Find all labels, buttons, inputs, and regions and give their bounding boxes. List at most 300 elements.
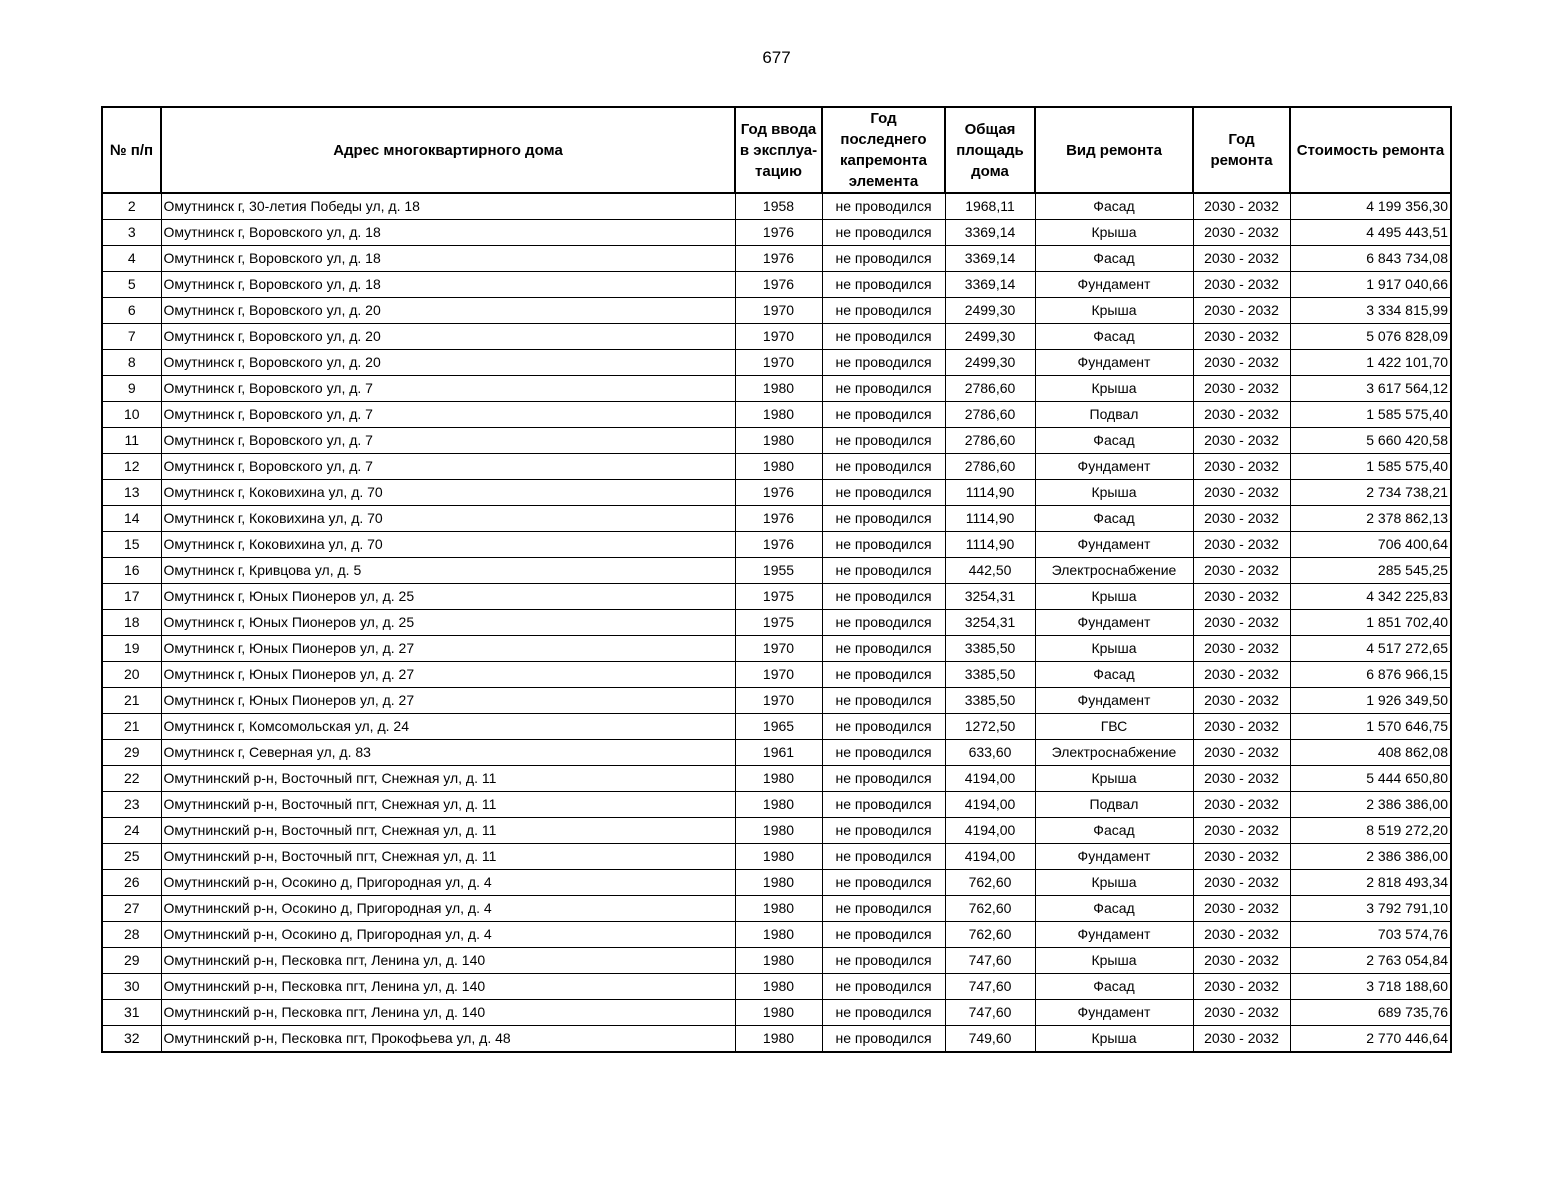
cell-year-built: 1976	[735, 532, 822, 558]
page-number: 677	[762, 48, 791, 67]
table-row	[102, 324, 1451, 350]
cell-repair-year: 2030 - 2032	[1193, 324, 1290, 350]
cell-year-built: 1980	[735, 870, 822, 896]
cell-repair-year: 2030 - 2032	[1193, 948, 1290, 974]
cell-year-built: 1980	[735, 818, 822, 844]
cell-repair-type: Крыша	[1035, 1026, 1193, 1053]
cell-last-repair: не проводился	[822, 532, 945, 558]
table-row	[102, 974, 1451, 1000]
cell-cost: 1 585 575,40	[1290, 402, 1451, 428]
cell-cost: 2 763 054,84	[1290, 948, 1451, 974]
cell-cost: 5 660 420,58	[1290, 428, 1451, 454]
cell-repair-year: 2030 - 2032	[1193, 922, 1290, 948]
cell-address: Омутнинск г, Юных Пионеров ул, д. 25	[161, 610, 735, 636]
table-row	[102, 480, 1451, 506]
cell-repair-year: 2030 - 2032	[1193, 376, 1290, 402]
cell-area: 1114,90	[945, 506, 1035, 532]
cell-repair-year: 2030 - 2032	[1193, 818, 1290, 844]
cell-last-repair: не проводился	[822, 1000, 945, 1026]
table-row	[102, 766, 1451, 792]
table-row	[102, 870, 1451, 896]
cell-year-built: 1965	[735, 714, 822, 740]
cell-num: 17	[102, 584, 161, 610]
cell-year-built: 1961	[735, 740, 822, 766]
cell-address: Омутнинский р-н, Осокино д, Пригородная ул, д. 4	[161, 922, 735, 948]
cell-year-built: 1976	[735, 246, 822, 272]
table-row	[102, 402, 1451, 428]
cell-num: 18	[102, 610, 161, 636]
cell-repair-type: Фасад	[1035, 193, 1193, 220]
cell-area: 3369,14	[945, 246, 1035, 272]
cell-last-repair: не проводился	[822, 324, 945, 350]
cell-num: 21	[102, 714, 161, 740]
cell-year-built: 1975	[735, 584, 822, 610]
cell-repair-year: 2030 - 2032	[1193, 1026, 1290, 1053]
table-row	[102, 922, 1451, 948]
cell-address: Омутнинск г, Воровского ул, д. 7	[161, 454, 735, 480]
cell-cost: 4 199 356,30	[1290, 193, 1451, 220]
table-row	[102, 636, 1451, 662]
table-row	[102, 1000, 1451, 1026]
cell-last-repair: не проводился	[822, 220, 945, 246]
cell-year-built: 1976	[735, 506, 822, 532]
cell-cost: 689 735,76	[1290, 1000, 1451, 1026]
cell-year-built: 1976	[735, 272, 822, 298]
table-row	[102, 688, 1451, 714]
cell-cost: 4 517 272,65	[1290, 636, 1451, 662]
cell-last-repair: не проводился	[822, 714, 945, 740]
cell-repair-year: 2030 - 2032	[1193, 662, 1290, 688]
cell-repair-type: Крыша	[1035, 298, 1193, 324]
cell-address: Омутнинск г, Воровского ул, д. 18	[161, 246, 735, 272]
cell-repair-year: 2030 - 2032	[1193, 454, 1290, 480]
cell-year-built: 1976	[735, 220, 822, 246]
cell-cost: 2 386 386,00	[1290, 792, 1451, 818]
cell-num: 22	[102, 766, 161, 792]
cell-year-built: 1980	[735, 974, 822, 1000]
cell-last-repair: не проводился	[822, 350, 945, 376]
repair-table	[101, 106, 1452, 1053]
cell-repair-year: 2030 - 2032	[1193, 714, 1290, 740]
cell-num: 29	[102, 948, 161, 974]
cell-repair-type: Крыша	[1035, 636, 1193, 662]
table-row	[102, 193, 1451, 220]
cell-repair-type: ГВС	[1035, 714, 1193, 740]
cell-num: 3	[102, 220, 161, 246]
table-row	[102, 584, 1451, 610]
cell-address: Омутнинск г, Юных Пионеров ул, д. 27	[161, 662, 735, 688]
cell-repair-year: 2030 - 2032	[1193, 636, 1290, 662]
table-row	[102, 714, 1451, 740]
cell-cost: 5 444 650,80	[1290, 766, 1451, 792]
cell-year-built: 1970	[735, 298, 822, 324]
cell-last-repair: не проводился	[822, 480, 945, 506]
table-row	[102, 896, 1451, 922]
cell-area: 747,60	[945, 974, 1035, 1000]
cell-repair-year: 2030 - 2032	[1193, 532, 1290, 558]
cell-year-built: 1980	[735, 402, 822, 428]
cell-area: 4194,00	[945, 766, 1035, 792]
cell-address: Омутнинский р-н, Песковка пгт, Ленина ул, д. 140	[161, 974, 735, 1000]
cell-num: 24	[102, 818, 161, 844]
cell-area: 2786,60	[945, 454, 1035, 480]
cell-year-built: 1975	[735, 610, 822, 636]
cell-area: 3385,50	[945, 688, 1035, 714]
cell-num: 21	[102, 688, 161, 714]
cell-repair-year: 2030 - 2032	[1193, 402, 1290, 428]
cell-repair-type: Фасад	[1035, 896, 1193, 922]
table-row	[102, 532, 1451, 558]
cell-last-repair: не проводился	[822, 246, 945, 272]
cell-cost: 2 734 738,21	[1290, 480, 1451, 506]
cell-repair-type: Фасад	[1035, 818, 1193, 844]
table-row	[102, 376, 1451, 402]
cell-num: 11	[102, 428, 161, 454]
cell-repair-type: Фундамент	[1035, 844, 1193, 870]
cell-repair-year: 2030 - 2032	[1193, 740, 1290, 766]
cell-area: 3369,14	[945, 220, 1035, 246]
cell-repair-type: Электроснабжение	[1035, 740, 1193, 766]
cell-num: 4	[102, 246, 161, 272]
cell-num: 28	[102, 922, 161, 948]
cell-address: Омутнинск г, Воровского ул, д. 20	[161, 324, 735, 350]
cell-repair-year: 2030 - 2032	[1193, 272, 1290, 298]
cell-num: 32	[102, 1026, 161, 1053]
cell-last-repair: не проводился	[822, 818, 945, 844]
cell-address: Омутнинск г, Юных Пионеров ул, д. 25	[161, 584, 735, 610]
cell-repair-year: 2030 - 2032	[1193, 480, 1290, 506]
cell-repair-type: Фасад	[1035, 324, 1193, 350]
cell-cost: 285 545,25	[1290, 558, 1451, 584]
table-row	[102, 454, 1451, 480]
header-repair-type: Вид ремонта	[1035, 107, 1193, 193]
cell-cost: 1 422 101,70	[1290, 350, 1451, 376]
cell-year-built: 1980	[735, 922, 822, 948]
cell-last-repair: не проводился	[822, 662, 945, 688]
cell-repair-year: 2030 - 2032	[1193, 298, 1290, 324]
cell-cost: 703 574,76	[1290, 922, 1451, 948]
cell-year-built: 1970	[735, 636, 822, 662]
cell-last-repair: не проводился	[822, 792, 945, 818]
cell-area: 762,60	[945, 922, 1035, 948]
cell-address: Омутнинский р-н, Восточный пгт, Снежная ул, д. 11	[161, 792, 735, 818]
table-row	[102, 818, 1451, 844]
cell-last-repair: не проводился	[822, 428, 945, 454]
cell-cost: 1 917 040,66	[1290, 272, 1451, 298]
cell-year-built: 1970	[735, 324, 822, 350]
cell-address: Омутнинск г, Воровского ул, д. 18	[161, 272, 735, 298]
cell-last-repair: не проводился	[822, 558, 945, 584]
cell-repair-year: 2030 - 2032	[1193, 792, 1290, 818]
cell-num: 6	[102, 298, 161, 324]
cell-repair-year: 2030 - 2032	[1193, 844, 1290, 870]
cell-repair-type: Фундамент	[1035, 1000, 1193, 1026]
cell-address: Омутнинский р-н, Восточный пгт, Снежная ул, д. 11	[161, 766, 735, 792]
cell-repair-type: Крыша	[1035, 870, 1193, 896]
cell-last-repair: не проводился	[822, 636, 945, 662]
cell-num: 13	[102, 480, 161, 506]
cell-repair-type: Подвал	[1035, 402, 1193, 428]
cell-last-repair: не проводился	[822, 974, 945, 1000]
cell-repair-year: 2030 - 2032	[1193, 558, 1290, 584]
cell-year-built: 1980	[735, 844, 822, 870]
cell-cost: 2 818 493,34	[1290, 870, 1451, 896]
cell-address: Омутнинск г, 30-летия Победы ул, д. 18	[161, 193, 735, 220]
header-num: № п/п	[102, 107, 161, 193]
cell-area: 762,60	[945, 896, 1035, 922]
cell-repair-type: Крыша	[1035, 376, 1193, 402]
cell-area: 2499,30	[945, 324, 1035, 350]
cell-area: 4194,00	[945, 792, 1035, 818]
cell-num: 10	[102, 402, 161, 428]
cell-num: 26	[102, 870, 161, 896]
cell-repair-type: Подвал	[1035, 792, 1193, 818]
table-row	[102, 948, 1451, 974]
cell-num: 12	[102, 454, 161, 480]
cell-year-built: 1958	[735, 193, 822, 220]
cell-repair-type: Фундамент	[1035, 532, 1193, 558]
cell-address: Омутнинск г, Воровского ул, д. 18	[161, 220, 735, 246]
cell-address: Омутнинск г, Юных Пионеров ул, д. 27	[161, 688, 735, 714]
cell-cost: 2 770 446,64	[1290, 1026, 1451, 1053]
cell-cost: 408 862,08	[1290, 740, 1451, 766]
cell-num: 29	[102, 740, 161, 766]
cell-area: 1114,90	[945, 532, 1035, 558]
cell-repair-year: 2030 - 2032	[1193, 974, 1290, 1000]
table-row	[102, 1026, 1451, 1053]
cell-cost: 3 718 188,60	[1290, 974, 1451, 1000]
cell-repair-type: Фасад	[1035, 974, 1193, 1000]
cell-address: Омутнинский р-н, Осокино д, Пригородная ул, д. 4	[161, 896, 735, 922]
table-row	[102, 792, 1451, 818]
table-row	[102, 558, 1451, 584]
cell-last-repair: не проводился	[822, 402, 945, 428]
cell-last-repair: не проводился	[822, 193, 945, 220]
table-row	[102, 220, 1451, 246]
cell-num: 15	[102, 532, 161, 558]
cell-last-repair: не проводился	[822, 922, 945, 948]
cell-cost: 8 519 272,20	[1290, 818, 1451, 844]
cell-num: 27	[102, 896, 161, 922]
cell-last-repair: не проводился	[822, 870, 945, 896]
cell-area: 4194,00	[945, 844, 1035, 870]
cell-year-built: 1970	[735, 688, 822, 714]
cell-year-built: 1980	[735, 948, 822, 974]
cell-repair-year: 2030 - 2032	[1193, 766, 1290, 792]
cell-address: Омутнинск г, Кривцова ул, д. 5	[161, 558, 735, 584]
cell-area: 1968,11	[945, 193, 1035, 220]
cell-last-repair: не проводился	[822, 1026, 945, 1053]
table-row	[102, 740, 1451, 766]
cell-repair-year: 2030 - 2032	[1193, 220, 1290, 246]
cell-last-repair: не проводился	[822, 454, 945, 480]
cell-area: 749,60	[945, 1026, 1035, 1053]
cell-num: 5	[102, 272, 161, 298]
cell-area: 762,60	[945, 870, 1035, 896]
cell-last-repair: не проводился	[822, 272, 945, 298]
table-row	[102, 272, 1451, 298]
cell-last-repair: не проводился	[822, 610, 945, 636]
cell-year-built: 1980	[735, 1000, 822, 1026]
cell-year-built: 1970	[735, 350, 822, 376]
table-row	[102, 428, 1451, 454]
cell-address: Омутнинск г, Юных Пионеров ул, д. 27	[161, 636, 735, 662]
cell-area: 4194,00	[945, 818, 1035, 844]
header-cost: Стоимость ремонта	[1290, 107, 1451, 193]
cell-last-repair: не проводился	[822, 740, 945, 766]
cell-repair-type: Фасад	[1035, 428, 1193, 454]
header-year-built: Год ввода в эксплуа-тацию	[735, 107, 822, 193]
cell-area: 2786,60	[945, 428, 1035, 454]
cell-address: Омутнинск г, Коковихина ул, д. 70	[161, 480, 735, 506]
cell-num: 2	[102, 193, 161, 220]
header-row	[102, 107, 1451, 193]
cell-last-repair: не проводился	[822, 506, 945, 532]
table-row	[102, 506, 1451, 532]
cell-repair-type: Электроснабжение	[1035, 558, 1193, 584]
cell-address: Омутнинск г, Комсомольская ул, д. 24	[161, 714, 735, 740]
cell-last-repair: не проводился	[822, 948, 945, 974]
cell-area: 3385,50	[945, 636, 1035, 662]
cell-num: 25	[102, 844, 161, 870]
cell-year-built: 1980	[735, 376, 822, 402]
cell-repair-type: Крыша	[1035, 766, 1193, 792]
cell-cost: 3 334 815,99	[1290, 298, 1451, 324]
cell-num: 8	[102, 350, 161, 376]
cell-address: Омутнинск г, Воровского ул, д. 20	[161, 350, 735, 376]
cell-cost: 1 570 646,75	[1290, 714, 1451, 740]
header-repair-year: Год ремонта	[1193, 107, 1290, 193]
cell-num: 23	[102, 792, 161, 818]
cell-last-repair: не проводился	[822, 688, 945, 714]
cell-cost: 5 076 828,09	[1290, 324, 1451, 350]
cell-repair-type: Фундамент	[1035, 610, 1193, 636]
cell-repair-type: Фасад	[1035, 662, 1193, 688]
cell-address: Омутнинск г, Северная ул, д. 83	[161, 740, 735, 766]
cell-num: 7	[102, 324, 161, 350]
cell-year-built: 1980	[735, 454, 822, 480]
cell-cost: 2 386 386,00	[1290, 844, 1451, 870]
cell-repair-year: 2030 - 2032	[1193, 896, 1290, 922]
cell-year-built: 1976	[735, 480, 822, 506]
table-row	[102, 350, 1451, 376]
cell-repair-year: 2030 - 2032	[1193, 610, 1290, 636]
cell-year-built: 1970	[735, 662, 822, 688]
cell-repair-year: 2030 - 2032	[1193, 506, 1290, 532]
cell-cost: 3 617 564,12	[1290, 376, 1451, 402]
cell-cost: 6 876 966,15	[1290, 662, 1451, 688]
cell-num: 9	[102, 376, 161, 402]
cell-address: Омутнинский р-н, Песковка пгт, Прокофьева ул, д. 48	[161, 1026, 735, 1053]
cell-repair-type: Крыша	[1035, 584, 1193, 610]
cell-address: Омутнинский р-н, Восточный пгт, Снежная ул, д. 11	[161, 844, 735, 870]
cell-area: 1272,50	[945, 714, 1035, 740]
cell-repair-type: Фасад	[1035, 506, 1193, 532]
cell-num: 30	[102, 974, 161, 1000]
cell-last-repair: не проводился	[822, 844, 945, 870]
cell-address: Омутнинский р-н, Песковка пгт, Ленина ул, д. 140	[161, 1000, 735, 1026]
header-address: Адрес многоквартирного дома	[161, 107, 735, 193]
cell-area: 3369,14	[945, 272, 1035, 298]
table-row	[102, 246, 1451, 272]
cell-area: 1114,90	[945, 480, 1035, 506]
cell-year-built: 1980	[735, 896, 822, 922]
cell-address: Омутнинск г, Воровского ул, д. 7	[161, 376, 735, 402]
cell-num: 16	[102, 558, 161, 584]
cell-address: Омутнинский р-н, Песковка пгт, Ленина ул, д. 140	[161, 948, 735, 974]
cell-num: 14	[102, 506, 161, 532]
cell-area: 747,60	[945, 948, 1035, 974]
cell-last-repair: не проводился	[822, 376, 945, 402]
cell-repair-type: Фундамент	[1035, 272, 1193, 298]
cell-num: 31	[102, 1000, 161, 1026]
cell-repair-type: Крыша	[1035, 948, 1193, 974]
cell-area: 633,60	[945, 740, 1035, 766]
cell-address: Омутнинск г, Воровского ул, д. 20	[161, 298, 735, 324]
cell-area: 747,60	[945, 1000, 1035, 1026]
cell-cost: 6 843 734,08	[1290, 246, 1451, 272]
cell-area: 2499,30	[945, 298, 1035, 324]
cell-repair-type: Фасад	[1035, 246, 1193, 272]
cell-num: 20	[102, 662, 161, 688]
cell-repair-year: 2030 - 2032	[1193, 688, 1290, 714]
cell-cost: 706 400,64	[1290, 532, 1451, 558]
cell-address: Омутнинский р-н, Восточный пгт, Снежная ул, д. 11	[161, 818, 735, 844]
cell-area: 442,50	[945, 558, 1035, 584]
cell-repair-type: Фундамент	[1035, 454, 1193, 480]
cell-repair-year: 2030 - 2032	[1193, 246, 1290, 272]
cell-repair-type: Крыша	[1035, 220, 1193, 246]
cell-repair-type: Крыша	[1035, 480, 1193, 506]
cell-address: Омутнинск г, Коковихина ул, д. 70	[161, 532, 735, 558]
cell-area: 2786,60	[945, 376, 1035, 402]
cell-address: Омутнинский р-н, Осокино д, Пригородная ул, д. 4	[161, 870, 735, 896]
table-row	[102, 610, 1451, 636]
cell-year-built: 1980	[735, 428, 822, 454]
cell-repair-year: 2030 - 2032	[1193, 193, 1290, 220]
cell-area: 3385,50	[945, 662, 1035, 688]
cell-last-repair: не проводился	[822, 896, 945, 922]
cell-cost: 4 495 443,51	[1290, 220, 1451, 246]
header-last-repair: Год последнего капремонта элемента	[822, 107, 945, 193]
cell-cost: 4 342 225,83	[1290, 584, 1451, 610]
cell-repair-type: Фундамент	[1035, 922, 1193, 948]
table-body	[102, 193, 1451, 1052]
table-row	[102, 298, 1451, 324]
cell-last-repair: не проводился	[822, 298, 945, 324]
cell-num: 19	[102, 636, 161, 662]
cell-year-built: 1980	[735, 766, 822, 792]
cell-cost: 2 378 862,13	[1290, 506, 1451, 532]
cell-repair-year: 2030 - 2032	[1193, 870, 1290, 896]
cell-area: 3254,31	[945, 610, 1035, 636]
cell-area: 2499,30	[945, 350, 1035, 376]
cell-cost: 1 926 349,50	[1290, 688, 1451, 714]
cell-repair-year: 2030 - 2032	[1193, 428, 1290, 454]
cell-repair-year: 2030 - 2032	[1193, 1000, 1290, 1026]
table-row	[102, 844, 1451, 870]
cell-address: Омутнинск г, Воровского ул, д. 7	[161, 428, 735, 454]
table-header	[102, 107, 1451, 193]
cell-year-built: 1980	[735, 792, 822, 818]
cell-repair-year: 2030 - 2032	[1193, 584, 1290, 610]
cell-area: 2786,60	[945, 402, 1035, 428]
cell-last-repair: не проводился	[822, 766, 945, 792]
cell-last-repair: не проводился	[822, 584, 945, 610]
cell-address: Омутнинск г, Коковихина ул, д. 70	[161, 506, 735, 532]
cell-repair-type: Фундамент	[1035, 688, 1193, 714]
cell-year-built: 1980	[735, 1026, 822, 1053]
